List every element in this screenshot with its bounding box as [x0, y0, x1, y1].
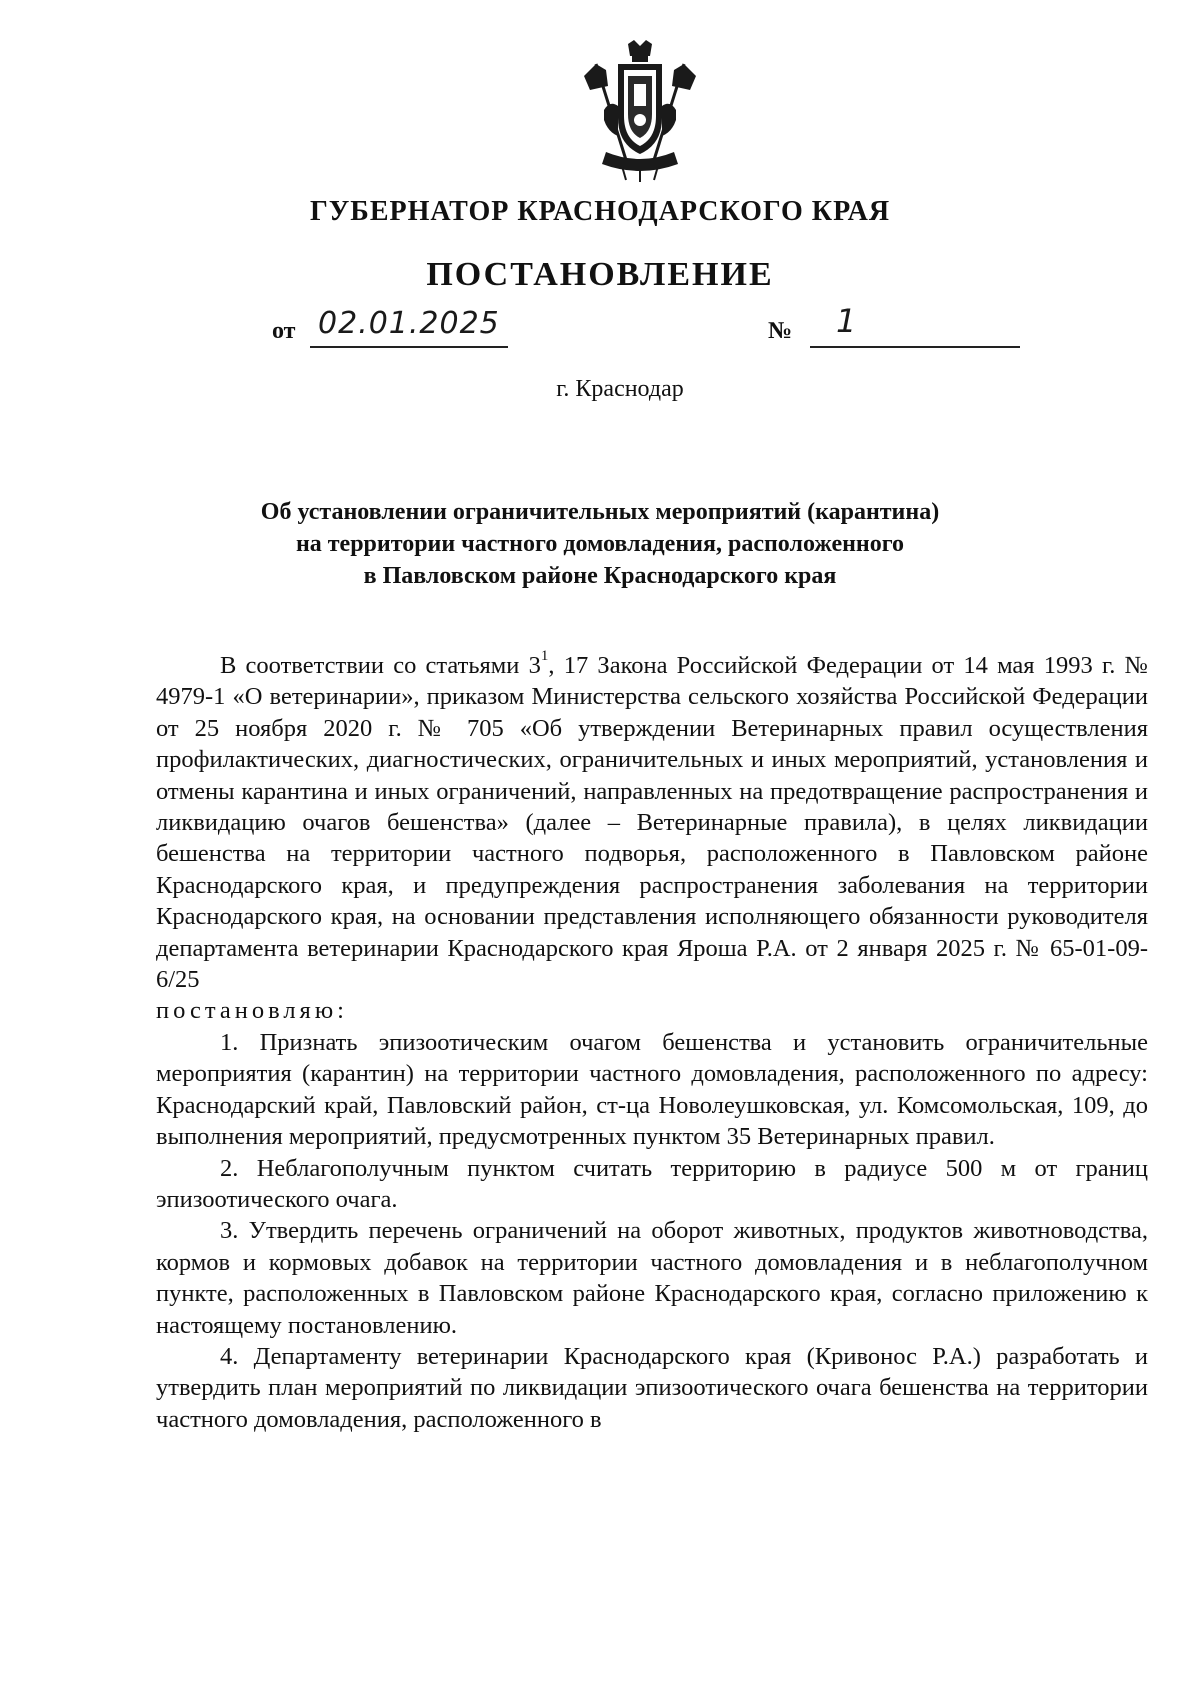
- document-type: ПОСТАНОВЛЕНИЕ: [426, 256, 774, 293]
- decree-word: постановляю:: [156, 997, 348, 1025]
- coat-of-arms-emblem: [582, 40, 698, 182]
- decree-word-paragraph: [156, 995, 1148, 1026]
- document-title: [200, 496, 1000, 592]
- handwritten-date: 02.01.2025: [318, 306, 500, 341]
- preamble-text-rest: , 17 Закона Российской Федерации от 14 мая 1993 г. № 4979-1 «О ветеринарии», приказом Министерства сельского хозяйства Российской Федерации от 25 ноября 2020 г. № 705 «Об утверждении Ветеринарных правил осуществления профилактических, диагностических, ограничительных и иных мероприятий, установления и отмены карантина и иных ограничений, направленных на предотвращение распространения и ликвидацию очагов бешенства» (далее – Ветеринарные правила), в целях ликвидации бешенства на территории частного подворья, расположенного в Павловском районе Краснодарского края, и предупреждения распространения заболевания на территории Краснодарского края, на основании представления исполняющего обязанности руководителя департамента ветеринарии Краснодарского края Яроша Р.А. от 2 января 2025 г. № 65-01-09-6/25: [156, 652, 1148, 994]
- preamble-text-start: В соответствии со статьями 3: [220, 652, 541, 679]
- item-paragraph: 2. Неблагополучным пунктом считать территорию в радиусе 500 м от границ эпизоотического очага.: [156, 1154, 1148, 1213]
- title-line: в Павловском районе Краснодарского края: [363, 563, 837, 589]
- date-field: [310, 300, 508, 348]
- city: г. Краснодар: [556, 376, 684, 402]
- document-body: [156, 647, 1148, 1435]
- issuing-authority: ГУБЕРНАТОР КРАСНОДАРСКОГО КРАЯ: [309, 196, 891, 227]
- preamble-paragraph: [156, 647, 1148, 995]
- item-paragraph: 1. Признать эпизоотическим очагом бешенства и установить ограничительные мероприятия (карантин) на территории частного домовладения, расположенного по адресу: Краснодарский край, Павловский район, ст-ца Новолеушковская, ул. Комсомольская, 109, до выполнения мероприятий, предусмотренных пунктом 35 Ветеринарных правил.: [156, 1028, 1148, 1151]
- item-paragraph: 4. Департаменту ветеринарии Краснодарского края (Кривонос Р.А.) разработать и утвердить план мероприятий по ликвидации эпизоотического очага бешенства на территории частного домовладения, расположенного в: [156, 1342, 1148, 1433]
- superscript: 1: [540, 647, 549, 664]
- number-field: [810, 300, 1020, 348]
- item-paragraph: 3. Утвердить перечень ограничений на оборот животных, продуктов животноводства, кормов и кормовых добавок на территории частного домовладения и в неблагополучном пункте, расположенных в Павловском районе Краснодарского края, согласно приложению к настоящему постановлению.: [156, 1217, 1148, 1339]
- date-prefix: от: [272, 318, 296, 344]
- handwritten-number: 1: [836, 302, 857, 340]
- title-line: на территории частного домовладения, расположенного: [295, 531, 905, 557]
- title-line: Об установлении ограничительных мероприятий (карантина): [260, 499, 940, 525]
- number-prefix: №: [768, 318, 793, 344]
